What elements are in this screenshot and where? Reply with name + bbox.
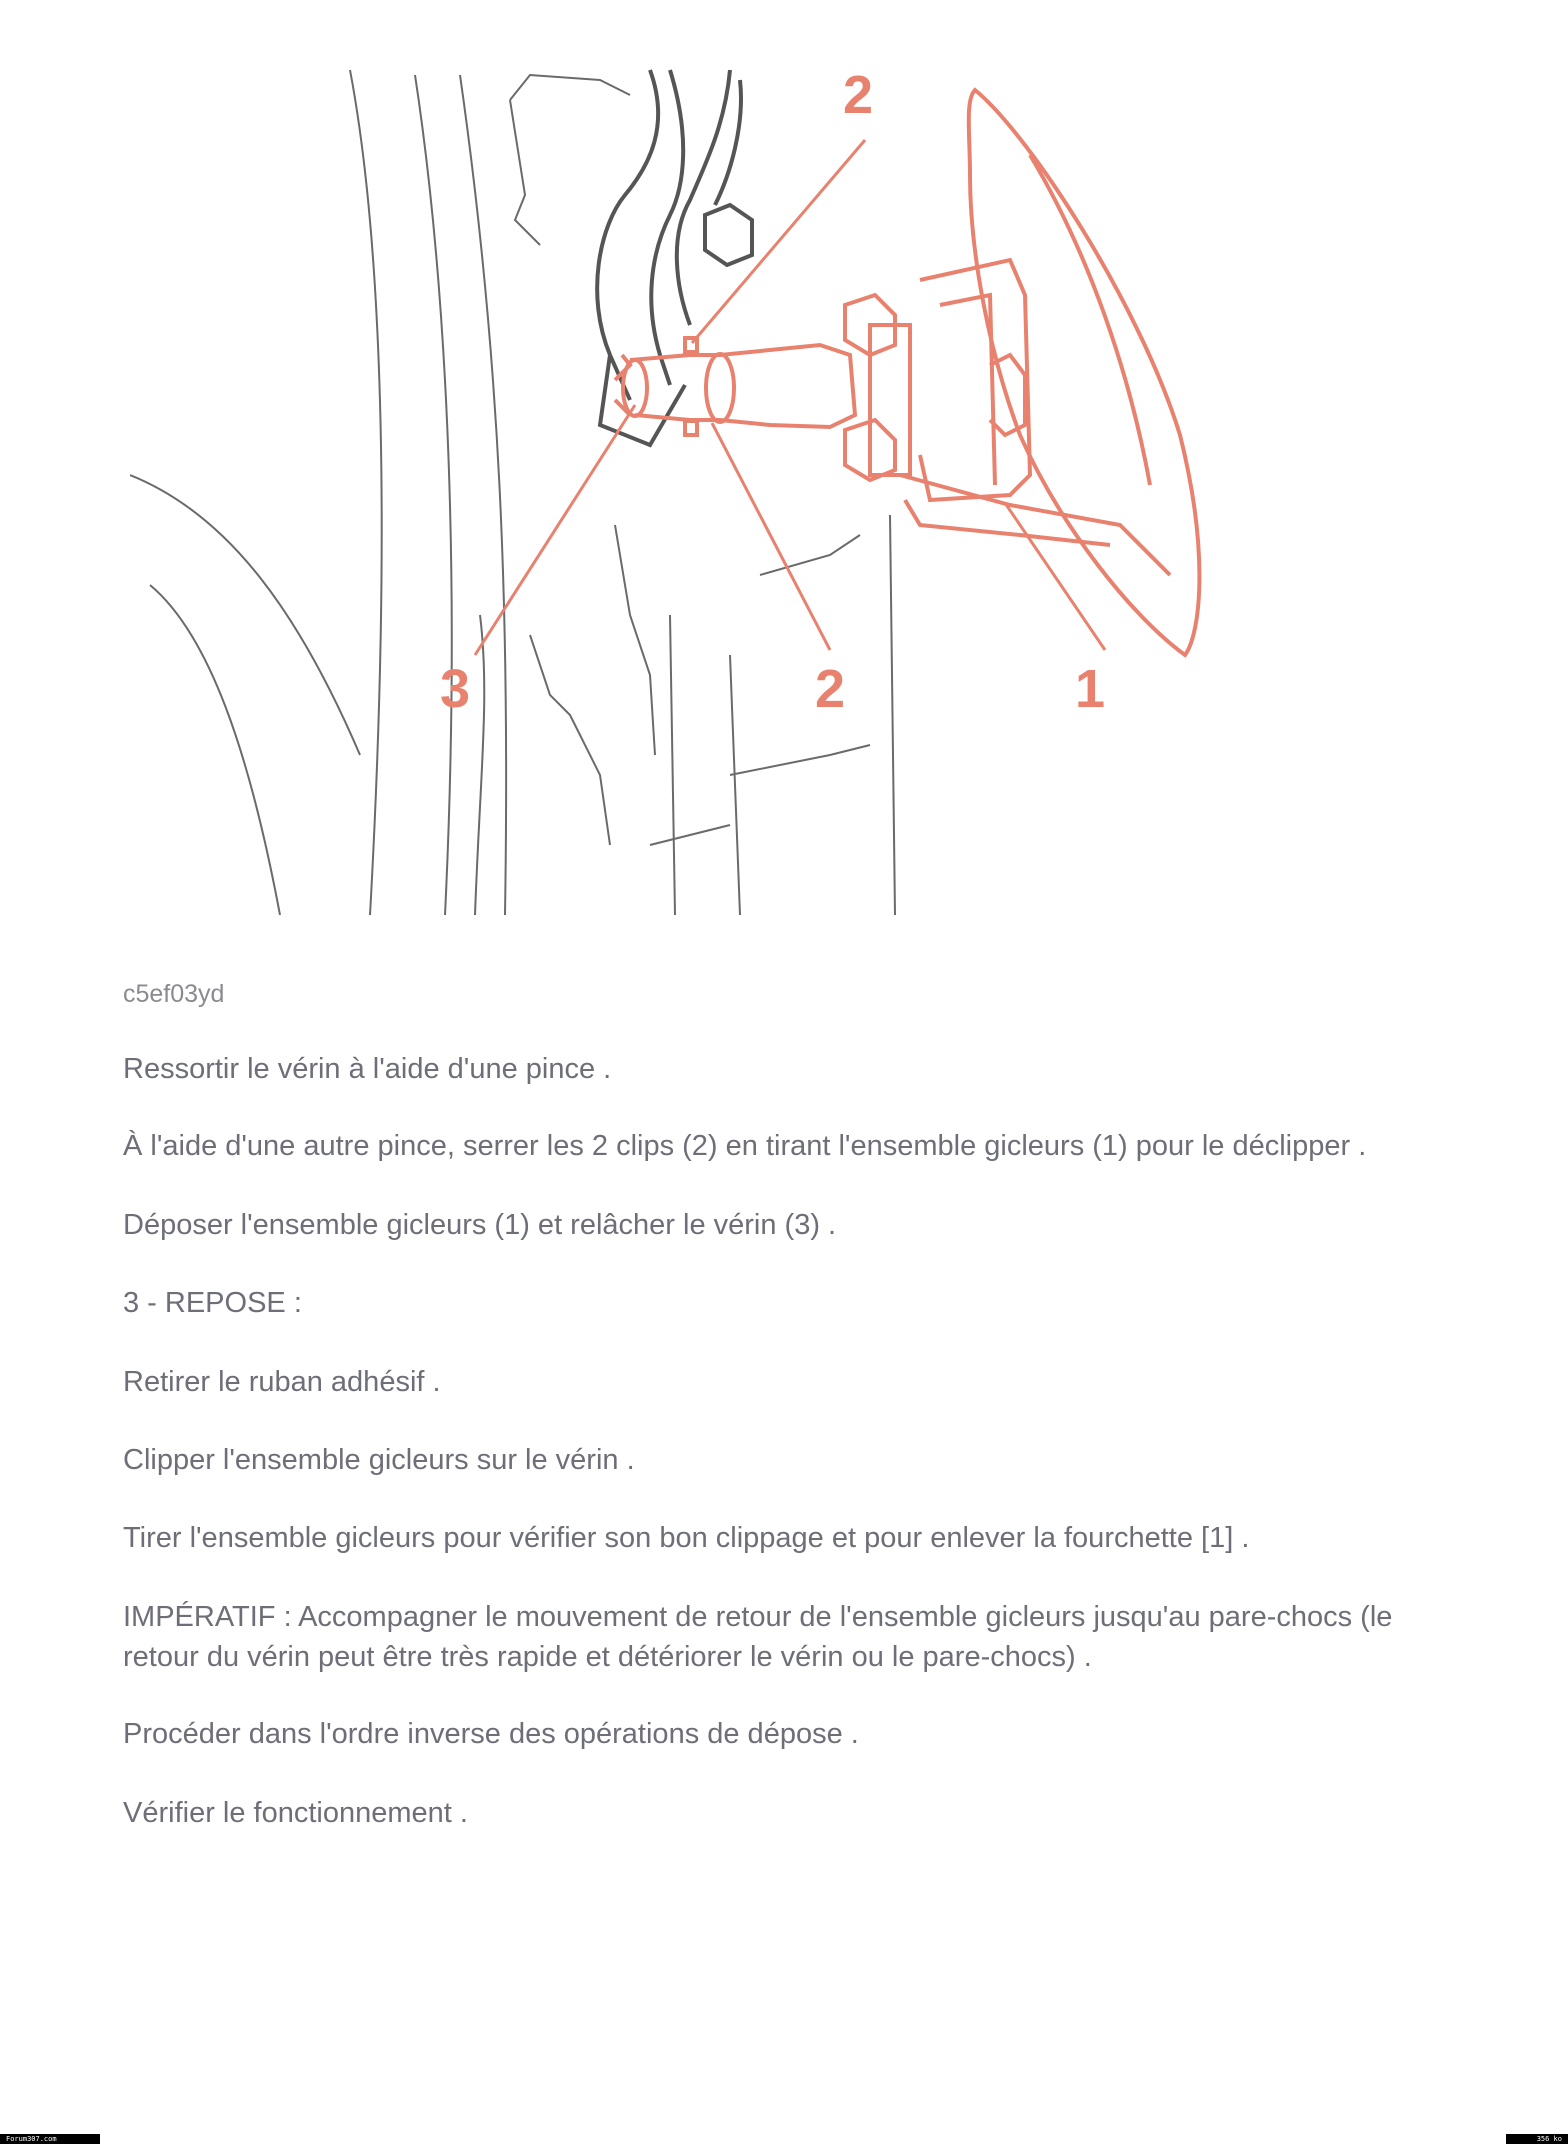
footer-bar: [0, 2134, 1568, 2144]
instruction-paragraph: Clipper l'ensemble gicleurs sur le vérin .: [123, 1444, 635, 1476]
instruction-paragraph: Déposer l'ensemble gicleurs (1) et relâcher le vérin (3) .: [123, 1209, 837, 1241]
instruction-paragraph: Vérifier le fonctionnement .: [123, 1797, 468, 1829]
technical-illustration: [130, 55, 1240, 915]
footer-site-label: Forum307.com: [0, 2134, 100, 2144]
pliers: [597, 70, 752, 445]
callout-2-top: 2: [842, 65, 874, 125]
instruction-paragraph: Procéder dans l'ordre inverse des opérations de dépose .: [123, 1718, 859, 1750]
callout-2-bottom: 2: [814, 659, 846, 719]
section-heading: 3 - REPOSE :: [123, 1287, 302, 1319]
footer-size-label: 356 ko: [1506, 2134, 1568, 2144]
instruction-paragraph: Retirer le ruban adhésif .: [123, 1366, 441, 1398]
background-linework: [130, 70, 895, 915]
instruction-paragraph: Ressortir le vérin à l'aide d'une pince .: [123, 1053, 612, 1085]
leader-lines: [475, 140, 1105, 655]
instruction-paragraph: À l'aide d'une autre pince, serrer les 2 clips (2) en tirant l'ensemble gicleurs (1) pour le déclipper .: [123, 1130, 1367, 1162]
jack-cylinder: [615, 295, 910, 480]
callout-1: 1: [1074, 659, 1106, 719]
figure-caption: c5ef03yd: [123, 980, 225, 1008]
instruction-paragraph: Tirer l'ensemble gicleurs pour vérifier son bon clippage et pour enlever la fourchette [1] .: [123, 1522, 1250, 1554]
callout-3: 3: [439, 659, 471, 719]
warning-paragraph: IMPÉRATIF : Accompagner le mouvement de retour de l'ensemble gicleurs jusqu'au pare-chocs (le retour du vérin peut être très rapide et détériorer le vérin ou le pare-chocs) .: [123, 1601, 1393, 1673]
